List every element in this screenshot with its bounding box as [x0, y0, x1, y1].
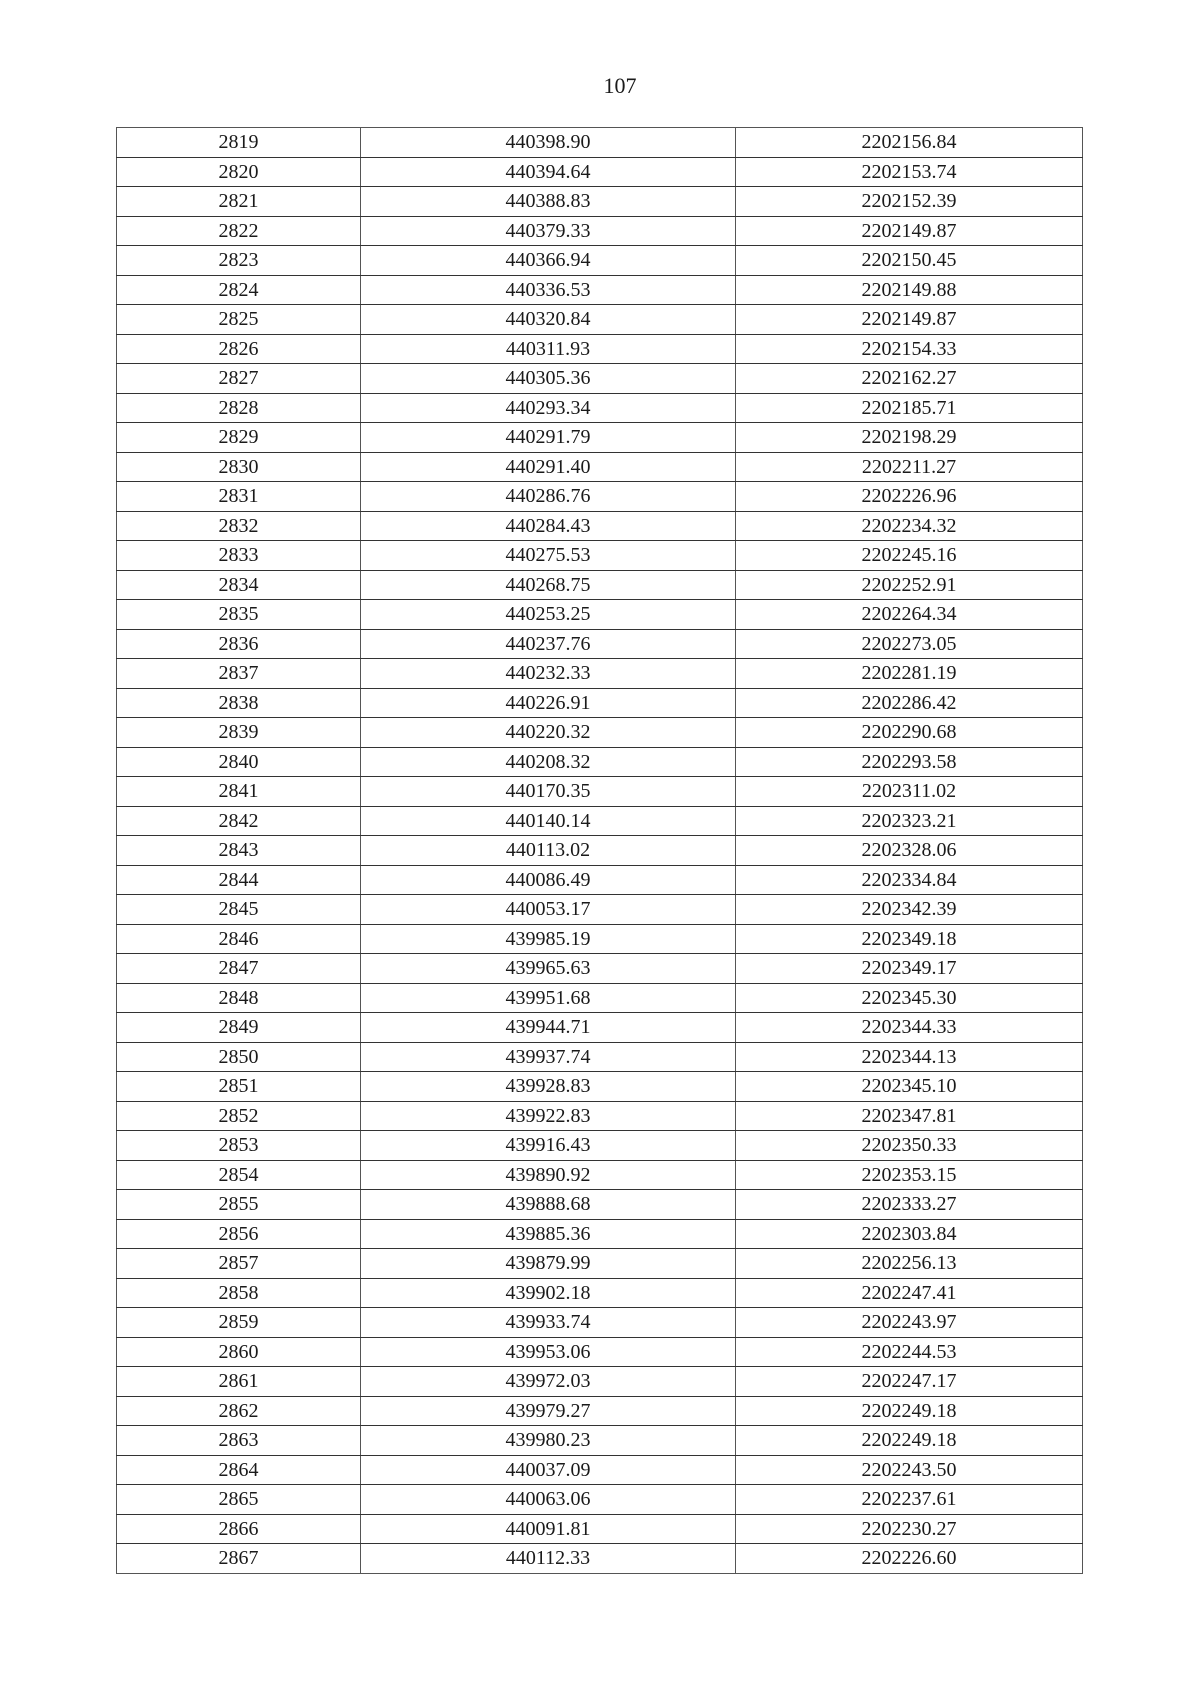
- point-number-cell: 2827: [117, 364, 361, 394]
- table-row: [117, 1455, 1083, 1485]
- y-coordinate-cell: 2202154.33: [736, 334, 1083, 364]
- table-row: [117, 659, 1083, 689]
- point-number-cell: 2835: [117, 600, 361, 630]
- table-row: [117, 1485, 1083, 1515]
- point-number-cell: 2854: [117, 1160, 361, 1190]
- y-coordinate-cell: 2202245.16: [736, 541, 1083, 571]
- coordinate-table: [116, 127, 1083, 1574]
- point-number-cell: 2853: [117, 1131, 361, 1161]
- y-coordinate-cell: 2202153.74: [736, 157, 1083, 187]
- point-number-cell: 2834: [117, 570, 361, 600]
- y-coordinate-cell: 2202350.33: [736, 1131, 1083, 1161]
- y-coordinate-cell: 2202256.13: [736, 1249, 1083, 1279]
- y-coordinate-cell: 2202226.60: [736, 1544, 1083, 1574]
- y-coordinate-cell: 2202230.27: [736, 1514, 1083, 1544]
- y-coordinate-cell: 2202293.58: [736, 747, 1083, 777]
- y-coordinate-cell: 2202344.13: [736, 1042, 1083, 1072]
- y-coordinate-cell: 2202323.21: [736, 806, 1083, 836]
- table-row: [117, 364, 1083, 394]
- point-number-cell: 2845: [117, 895, 361, 925]
- table-row: [117, 1219, 1083, 1249]
- table-row: [117, 1042, 1083, 1072]
- x-coordinate-cell: 440398.90: [361, 128, 736, 158]
- y-coordinate-cell: 2202149.87: [736, 216, 1083, 246]
- table-row: [117, 1544, 1083, 1574]
- x-coordinate-cell: 440226.91: [361, 688, 736, 718]
- y-coordinate-cell: 2202243.50: [736, 1455, 1083, 1485]
- x-coordinate-cell: 440286.76: [361, 482, 736, 512]
- point-number-cell: 2839: [117, 718, 361, 748]
- table-row: [117, 216, 1083, 246]
- x-coordinate-cell: 440388.83: [361, 187, 736, 217]
- y-coordinate-cell: 2202152.39: [736, 187, 1083, 217]
- x-coordinate-cell: 440394.64: [361, 157, 736, 187]
- page-number: 107: [603, 73, 637, 98]
- x-coordinate-cell: 439928.83: [361, 1072, 736, 1102]
- point-number-cell: 2861: [117, 1367, 361, 1397]
- x-coordinate-cell: 439933.74: [361, 1308, 736, 1338]
- table-row: [117, 1072, 1083, 1102]
- y-coordinate-cell: 2202344.33: [736, 1013, 1083, 1043]
- table-row: [117, 688, 1083, 718]
- point-number-cell: 2841: [117, 777, 361, 807]
- x-coordinate-cell: 439885.36: [361, 1219, 736, 1249]
- table-row: [117, 423, 1083, 453]
- y-coordinate-cell: 2202342.39: [736, 895, 1083, 925]
- point-number-cell: 2864: [117, 1455, 361, 1485]
- y-coordinate-cell: 2202281.19: [736, 659, 1083, 689]
- x-coordinate-cell: 440253.25: [361, 600, 736, 630]
- y-coordinate-cell: 2202198.29: [736, 423, 1083, 453]
- x-coordinate-cell: 440112.33: [361, 1544, 736, 1574]
- y-coordinate-cell: 2202311.02: [736, 777, 1083, 807]
- y-coordinate-cell: 2202247.17: [736, 1367, 1083, 1397]
- point-number-cell: 2838: [117, 688, 361, 718]
- table-row: [117, 393, 1083, 423]
- table-row: [117, 246, 1083, 276]
- y-coordinate-cell: 2202345.30: [736, 983, 1083, 1013]
- x-coordinate-cell: 440366.94: [361, 246, 736, 276]
- y-coordinate-cell: 2202211.27: [736, 452, 1083, 482]
- table-row: [117, 1013, 1083, 1043]
- point-number-cell: 2862: [117, 1396, 361, 1426]
- y-coordinate-cell: 2202347.81: [736, 1101, 1083, 1131]
- point-number-cell: 2823: [117, 246, 361, 276]
- y-coordinate-cell: 2202243.97: [736, 1308, 1083, 1338]
- x-coordinate-cell: 439879.99: [361, 1249, 736, 1279]
- point-number-cell: 2821: [117, 187, 361, 217]
- x-coordinate-cell: 440086.49: [361, 865, 736, 895]
- x-coordinate-cell: 440053.17: [361, 895, 736, 925]
- table-row: [117, 570, 1083, 600]
- y-coordinate-cell: 2202244.53: [736, 1337, 1083, 1367]
- table-row: [117, 924, 1083, 954]
- table-row: [117, 128, 1083, 158]
- x-coordinate-cell: 439972.03: [361, 1367, 736, 1397]
- point-number-cell: 2824: [117, 275, 361, 305]
- x-coordinate-cell: 440291.40: [361, 452, 736, 482]
- y-coordinate-cell: 2202149.88: [736, 275, 1083, 305]
- y-coordinate-cell: 2202249.18: [736, 1396, 1083, 1426]
- x-coordinate-cell: 439890.92: [361, 1160, 736, 1190]
- x-coordinate-cell: 440140.14: [361, 806, 736, 836]
- point-number-cell: 2840: [117, 747, 361, 777]
- x-coordinate-cell: 439937.74: [361, 1042, 736, 1072]
- y-coordinate-cell: 2202234.32: [736, 511, 1083, 541]
- x-coordinate-cell: 440268.75: [361, 570, 736, 600]
- table-row: [117, 954, 1083, 984]
- y-coordinate-cell: 2202252.91: [736, 570, 1083, 600]
- point-number-cell: 2852: [117, 1101, 361, 1131]
- table-row: [117, 334, 1083, 364]
- x-coordinate-cell: 439888.68: [361, 1190, 736, 1220]
- y-coordinate-cell: 2202334.84: [736, 865, 1083, 895]
- point-number-cell: 2851: [117, 1072, 361, 1102]
- point-number-cell: 2833: [117, 541, 361, 571]
- table-row: [117, 836, 1083, 866]
- y-coordinate-cell: 2202156.84: [736, 128, 1083, 158]
- table-row: [117, 1514, 1083, 1544]
- x-coordinate-cell: 440170.35: [361, 777, 736, 807]
- point-number-cell: 2857: [117, 1249, 361, 1279]
- x-coordinate-cell: 440063.06: [361, 1485, 736, 1515]
- y-coordinate-cell: 2202185.71: [736, 393, 1083, 423]
- point-number-cell: 2856: [117, 1219, 361, 1249]
- table-row: [117, 187, 1083, 217]
- table-row: [117, 1426, 1083, 1456]
- table-row: [117, 541, 1083, 571]
- x-coordinate-cell: 440208.32: [361, 747, 736, 777]
- x-coordinate-cell: 440305.36: [361, 364, 736, 394]
- y-coordinate-cell: 2202150.45: [736, 246, 1083, 276]
- table-row: [117, 1249, 1083, 1279]
- table-row: [117, 1367, 1083, 1397]
- y-coordinate-cell: 2202303.84: [736, 1219, 1083, 1249]
- point-number-cell: 2836: [117, 629, 361, 659]
- point-number-cell: 2858: [117, 1278, 361, 1308]
- point-number-cell: 2865: [117, 1485, 361, 1515]
- point-number-cell: 2819: [117, 128, 361, 158]
- table-row: [117, 1308, 1083, 1338]
- y-coordinate-cell: 2202264.34: [736, 600, 1083, 630]
- point-number-cell: 2822: [117, 216, 361, 246]
- y-coordinate-cell: 2202249.18: [736, 1426, 1083, 1456]
- x-coordinate-cell: 439944.71: [361, 1013, 736, 1043]
- y-coordinate-cell: 2202162.27: [736, 364, 1083, 394]
- x-coordinate-cell: 440293.34: [361, 393, 736, 423]
- table-row: [117, 983, 1083, 1013]
- table-row: [117, 511, 1083, 541]
- point-number-cell: 2843: [117, 836, 361, 866]
- point-number-cell: 2850: [117, 1042, 361, 1072]
- x-coordinate-cell: 439965.63: [361, 954, 736, 984]
- x-coordinate-cell: 439951.68: [361, 983, 736, 1013]
- x-coordinate-cell: 440284.43: [361, 511, 736, 541]
- x-coordinate-cell: 439902.18: [361, 1278, 736, 1308]
- table-row: [117, 718, 1083, 748]
- x-coordinate-cell: 440091.81: [361, 1514, 736, 1544]
- point-number-cell: 2844: [117, 865, 361, 895]
- table-row: [117, 600, 1083, 630]
- x-coordinate-cell: 440336.53: [361, 275, 736, 305]
- y-coordinate-cell: 2202290.68: [736, 718, 1083, 748]
- point-number-cell: 2860: [117, 1337, 361, 1367]
- table-row: [117, 777, 1083, 807]
- x-coordinate-cell: 439980.23: [361, 1426, 736, 1456]
- point-number-cell: 2859: [117, 1308, 361, 1338]
- point-number-cell: 2837: [117, 659, 361, 689]
- y-coordinate-cell: 2202286.42: [736, 688, 1083, 718]
- y-coordinate-cell: 2202149.87: [736, 305, 1083, 335]
- table-row: [117, 1278, 1083, 1308]
- point-number-cell: 2832: [117, 511, 361, 541]
- table-row: [117, 1160, 1083, 1190]
- y-coordinate-cell: 2202273.05: [736, 629, 1083, 659]
- x-coordinate-cell: 440113.02: [361, 836, 736, 866]
- table-row: [117, 865, 1083, 895]
- x-coordinate-cell: 440320.84: [361, 305, 736, 335]
- x-coordinate-cell: 439985.19: [361, 924, 736, 954]
- point-number-cell: 2842: [117, 806, 361, 836]
- point-number-cell: 2849: [117, 1013, 361, 1043]
- table-row: [117, 157, 1083, 187]
- y-coordinate-cell: 2202247.41: [736, 1278, 1083, 1308]
- table-row: [117, 1101, 1083, 1131]
- y-coordinate-cell: 2202345.10: [736, 1072, 1083, 1102]
- y-coordinate-cell: 2202349.18: [736, 924, 1083, 954]
- x-coordinate-cell: 440311.93: [361, 334, 736, 364]
- table-row: [117, 452, 1083, 482]
- x-coordinate-cell: 440379.33: [361, 216, 736, 246]
- table-row: [117, 275, 1083, 305]
- table-row: [117, 806, 1083, 836]
- point-number-cell: 2830: [117, 452, 361, 482]
- x-coordinate-cell: 439916.43: [361, 1131, 736, 1161]
- point-number-cell: 2866: [117, 1514, 361, 1544]
- y-coordinate-cell: 2202333.27: [736, 1190, 1083, 1220]
- table-row: [117, 629, 1083, 659]
- point-number-cell: 2848: [117, 983, 361, 1013]
- table-row: [117, 1190, 1083, 1220]
- point-number-cell: 2825: [117, 305, 361, 335]
- point-number-cell: 2855: [117, 1190, 361, 1220]
- x-coordinate-cell: 440232.33: [361, 659, 736, 689]
- y-coordinate-cell: 2202353.15: [736, 1160, 1083, 1190]
- point-number-cell: 2826: [117, 334, 361, 364]
- x-coordinate-cell: 439979.27: [361, 1396, 736, 1426]
- point-number-cell: 2863: [117, 1426, 361, 1456]
- table-row: [117, 305, 1083, 335]
- y-coordinate-cell: 2202349.17: [736, 954, 1083, 984]
- table-row: [117, 747, 1083, 777]
- point-number-cell: 2831: [117, 482, 361, 512]
- x-coordinate-cell: 440220.32: [361, 718, 736, 748]
- table-row: [117, 895, 1083, 925]
- y-coordinate-cell: 2202328.06: [736, 836, 1083, 866]
- point-number-cell: 2828: [117, 393, 361, 423]
- point-number-cell: 2820: [117, 157, 361, 187]
- x-coordinate-cell: 440037.09: [361, 1455, 736, 1485]
- y-coordinate-cell: 2202226.96: [736, 482, 1083, 512]
- point-number-cell: 2829: [117, 423, 361, 453]
- table-row: [117, 1337, 1083, 1367]
- x-coordinate-cell: 439953.06: [361, 1337, 736, 1367]
- coordinate-table-body: [117, 128, 1083, 1574]
- y-coordinate-cell: 2202237.61: [736, 1485, 1083, 1515]
- point-number-cell: 2867: [117, 1544, 361, 1574]
- table-row: [117, 1131, 1083, 1161]
- x-coordinate-cell: 439922.83: [361, 1101, 736, 1131]
- x-coordinate-cell: 440237.76: [361, 629, 736, 659]
- table-row: [117, 1396, 1083, 1426]
- point-number-cell: 2846: [117, 924, 361, 954]
- x-coordinate-cell: 440275.53: [361, 541, 736, 571]
- x-coordinate-cell: 440291.79: [361, 423, 736, 453]
- table-row: [117, 482, 1083, 512]
- point-number-cell: 2847: [117, 954, 361, 984]
